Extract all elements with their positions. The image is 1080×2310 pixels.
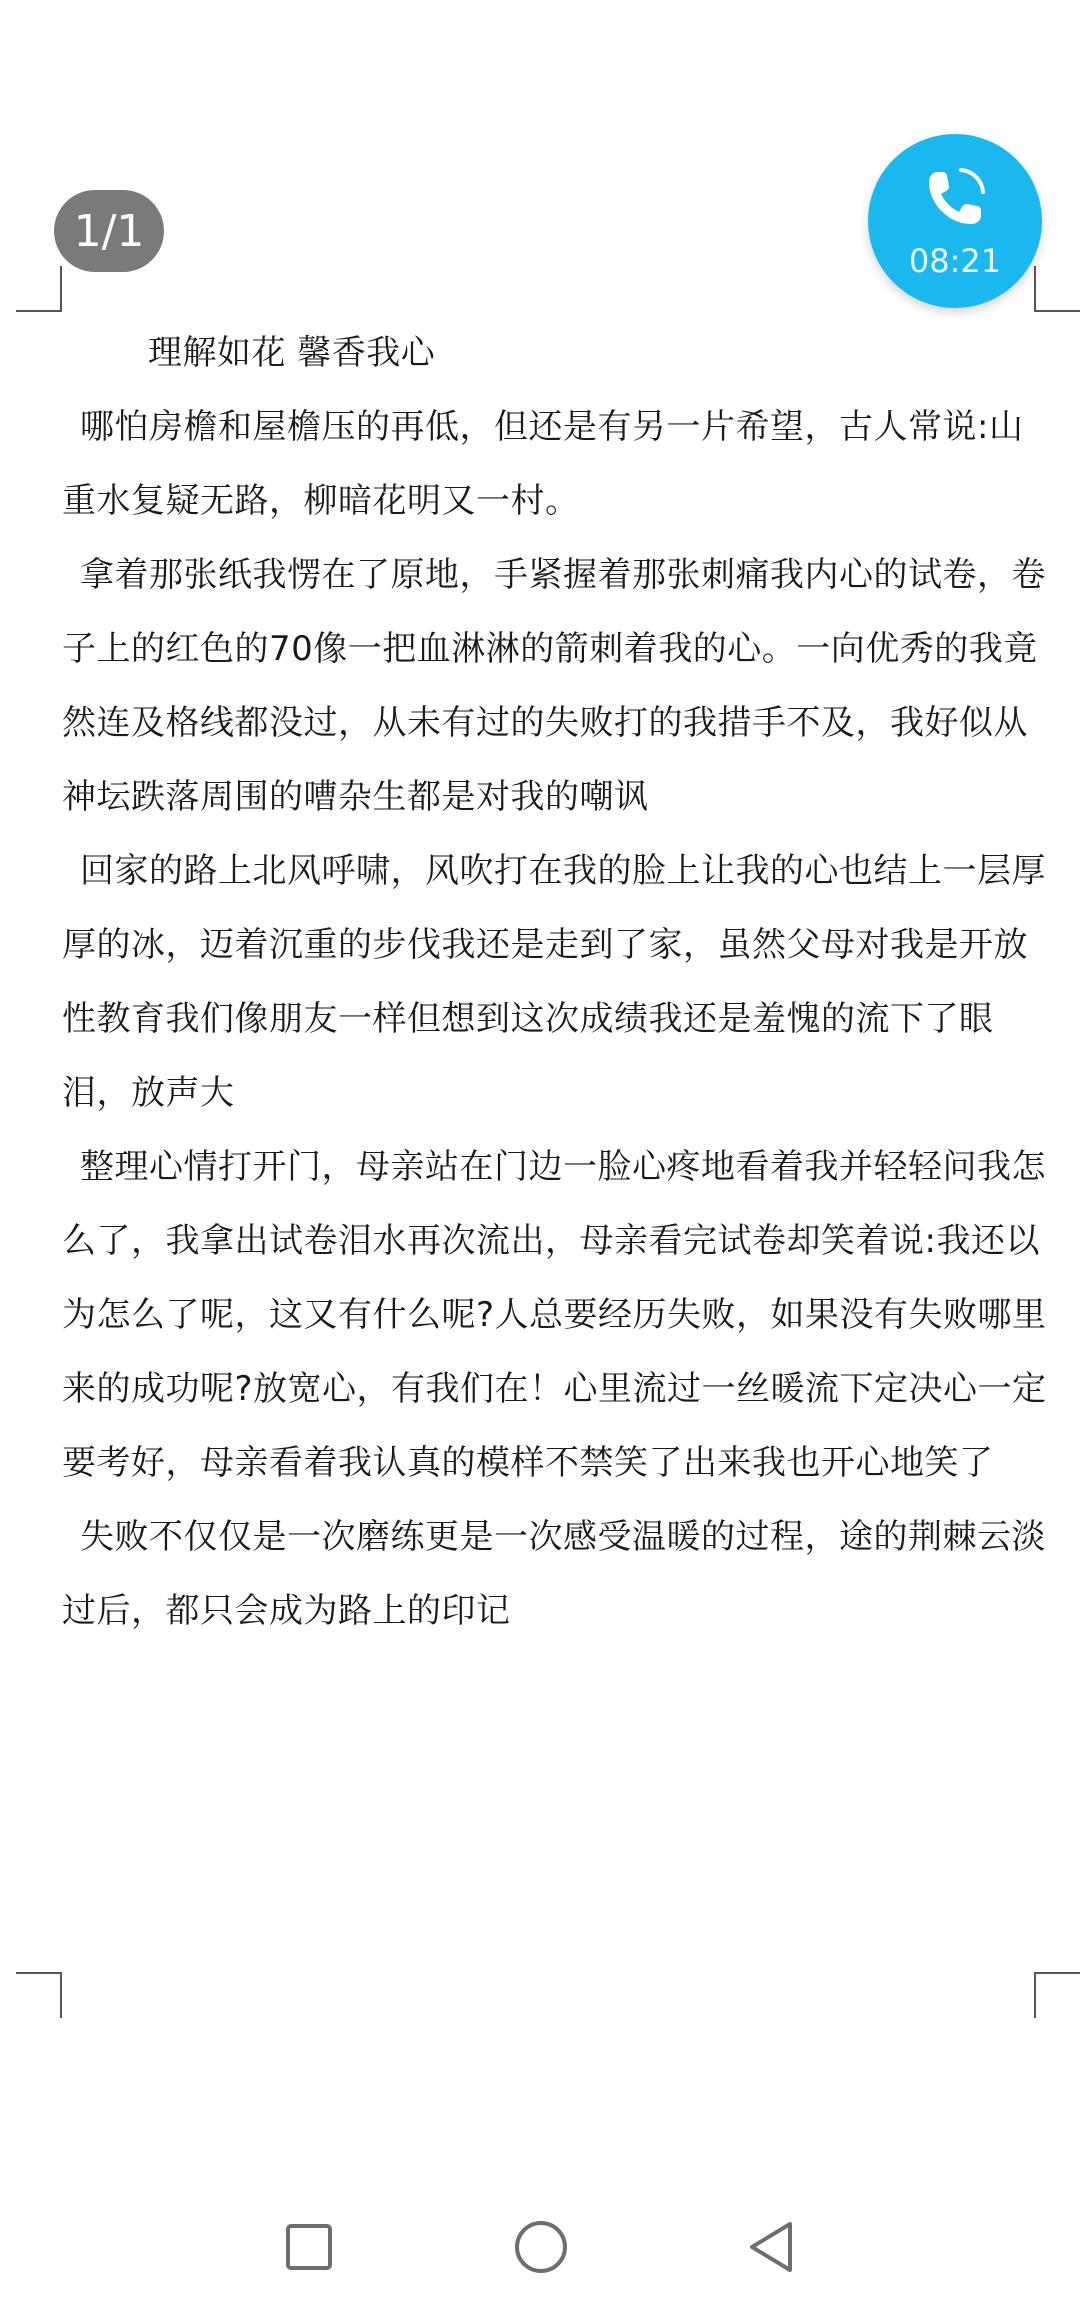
page-corner-mark — [1034, 266, 1080, 312]
home-button[interactable] — [506, 2212, 576, 2282]
document-title: 理解如花 馨香我心 — [148, 333, 436, 373]
circle-icon — [514, 2220, 568, 2274]
document-body — [62, 316, 1052, 1648]
paragraph: 拿着那张纸我愣在了原地，手紧握着那张刺痛我内心的试卷，卷子上的红色的70像一把血淋淋的箭刺着我的心。一向优秀的我竟然连及格线都没过，从未有过的失败打的我措手不及，我好似从神坛跌落周围的嘈杂生都是对我的嘲讽 — [62, 555, 1046, 817]
paragraph: 哪怕房檐和屋檐压的再低，但还是有另一片希望，古人常说:山重水复疑无路，柳暗花明又一村。 — [62, 407, 1024, 521]
paragraph: 失败不仅仅是一次磨练更是一次感受温暖的过程，途的荆棘云淡过后，都只会成为路上的印记 — [62, 1517, 1046, 1631]
call-floating-widget[interactable] — [868, 134, 1042, 308]
page-corner-mark — [16, 1972, 62, 2018]
page-corner-mark — [16, 266, 62, 312]
page-corner-mark — [1034, 1972, 1080, 2018]
square-icon — [286, 2224, 332, 2270]
page-indicator: 1/1 — [54, 190, 164, 272]
call-duration: 08:21 — [908, 242, 1002, 280]
phone-icon — [915, 158, 995, 238]
triangle-back-icon — [746, 2220, 796, 2274]
paragraph: 回家的路上北风呼啸，风吹打在我的脸上让我的心也结上一层厚厚的冰，迈着沉重的步伐我还是走到了家，虽然父母对我是开放性教育我们像朋友一样但想到这次成绩我还是羞愧的流下了眼泪，放声大 — [62, 851, 1046, 1113]
recents-button[interactable] — [274, 2212, 344, 2282]
back-button[interactable] — [736, 2212, 806, 2282]
paragraph: 整理心情打开门，母亲站在门边一脸心疼地看着我并轻轻问我怎么了，我拿出试卷泪水再次流出，母亲看完试卷却笑着说:我还以为怎么了呢，这又有什么呢?人总要经历失败，如果没有失败哪里来的成功呢?放宽心，有我们在！心里流过一丝暖流下定决心一定要考好，母亲看着我认真的模样不禁笑了出来我也开心地笑了 — [62, 1147, 1047, 1483]
